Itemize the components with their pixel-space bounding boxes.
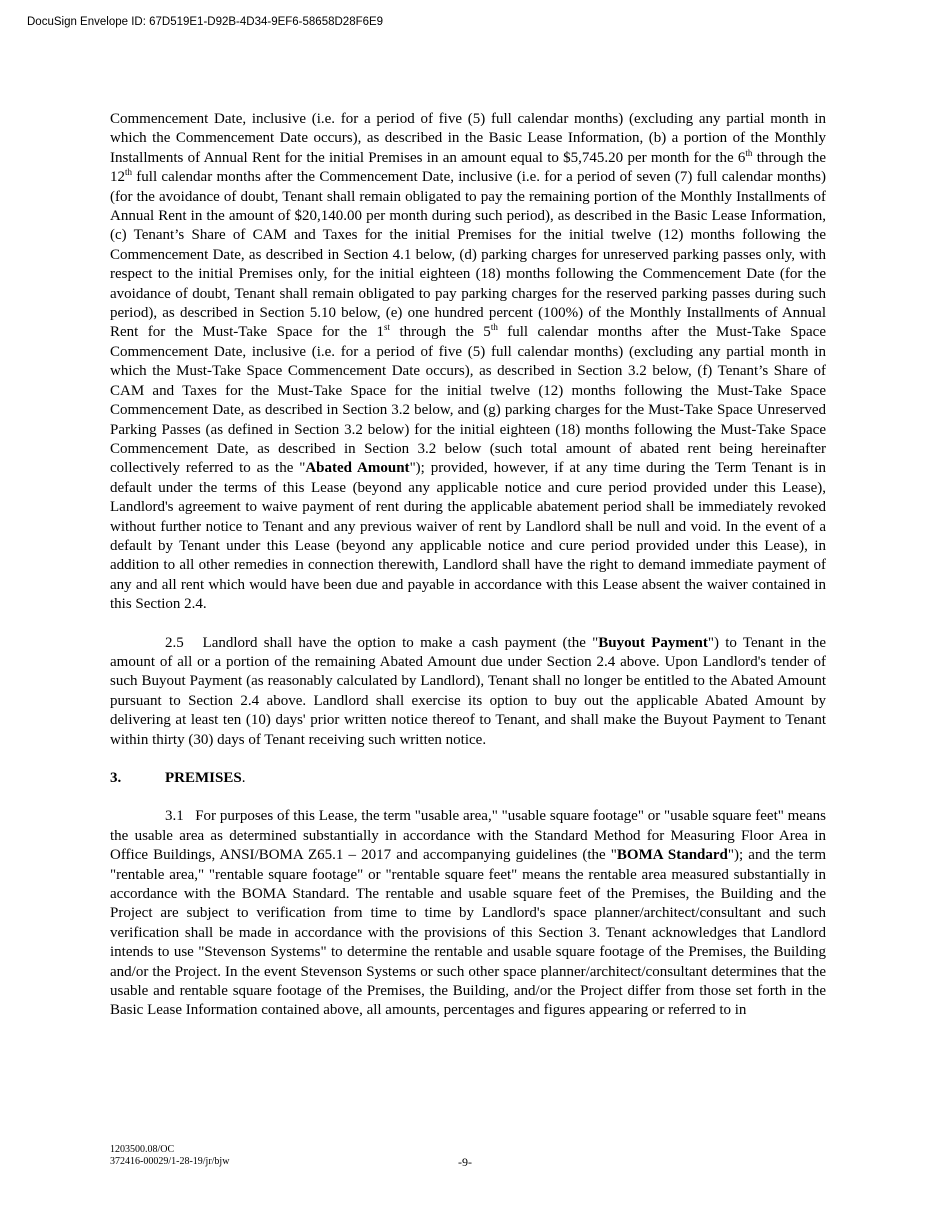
section-2-5: 2.5 Landlord shall have the option to make a cash payment (the "Buyout Payment") to Tenant in the amount of all or a portion of the remaining Abated Amount due under Section 2.4 above. Upon Landlord's tender of such Buyout Payment (as reasonably calculated by Landlord), Tenant shall no longer be entitled to the Abated Amount pursuant to Section 2.4 above. Landlord shall exercise its option to buy out the applicable Abated Amount by delivering at least ten (10) days' prior written notice thereof to Tenant, and shall make the Buyout Payment to Tenant within thirty (30) days of Tenant receiving such written notice. <box>110 634 827 748</box>
defined-term-buyout-payment: Buyout Payment <box>598 634 708 651</box>
document-body <box>110 110 826 1021</box>
footer-file-ref: 372416-00029/1-28-19/jr/bjw <box>110 1156 230 1167</box>
section-2-4-continuation: Commencement Date, inclusive (i.e. for a period of five (5) full calendar months) (excluding any partial month in which the Commencement Date occurs), as described in the Basic Lease Information, (b) a portion of the Monthly Installments of Annual Rent for the initial Premises in an amount equal to $5,745.20 per month for the 6th through the 12th full calendar months after the Commencement Date, inclusive (i.e. for a period of seven (7) full calendar months) (for the avoidance of doubt, Tenant shall remain obligated to pay the remaining portion of the Monthly Installments of Annual Rent in the amount of $20,140.00 per month during such period), as described in the Basic Lease Information, (c) Tenant’s Share of CAM and Taxes for the initial Premises for the initial twelve (12) months following the Commencement Date, as described in Section 4.1 below, (d) parking charges for unreserved parking passes only, with respect to the initial Premises only, for the initial eighteen (18) months following the Commencement Date (for the avoidance of doubt, Tenant shall remain obligated to pay parking charges for the reserved parking passes during such period), as described in Section 5.10 below, (e) one hundred percent (100%) of the Monthly Installments of Annual Rent for the Must-Take Space for the 1st through the 5th full calendar months after the Must-Take Space Commencement Date, inclusive (i.e. for a period of five (5) full calendar months) (excluding any partial month in which the Must-Take Space Commencement Date occurs), as described in Section 3.2 below, (f) Tenant’s Share of CAM and Taxes for the Must-Take Space for the initial twelve (12) months following the Must-Take Space Commencement Date, as described in Section 3.2 below, and (g) parking charges for the Must-Take Space Unreserved Parking Passes (as defined in Section 3.2 below) for the initial eighteen (18) months following the Must-Take Space Commencement Date, as described in Section 3.2 below (such total amount of abated rent being hereinafter collectively referred to as the "Abated Amount"); provided, however, if at any time during the Term Tenant is in default under the terms of this Lease (beyond any applicable notice and cure period provided under this Lease), Landlord's agreement to waive payment of rent during the applicable abatement period shall be immediately revoked without further notice to Tenant and any previous waiver of rent by Landlord shall be null and void. In the event of a default by Tenant under this Lease (beyond any applicable notice and cure period provided under this Lease), in addition to all other remedies in connection therewith, Landlord shall have the right to demand immediate payment of any and all rent which would have been due and payable in accordance with this Lease absent the waiver contained in this Section 2.4. <box>110 111 826 613</box>
page-number: -9- <box>458 1155 472 1169</box>
section-3-number: 3. <box>110 770 122 786</box>
section-3-title: PREMISES <box>165 770 242 786</box>
footer-document-reference <box>110 1144 229 1168</box>
docusign-envelope-id: DocuSign Envelope ID: 67D519E1-D92B-4D34-9EF6-58658D28F6E9 <box>27 16 384 28</box>
section-2-5-number: 2.5 <box>165 634 184 651</box>
section-3-heading: 3. PREMISES. <box>110 769 826 788</box>
defined-term-boma-standard: BOMA Standard <box>616 847 728 864</box>
defined-term-abated-amount: Abated Amount <box>305 460 410 477</box>
footer-doc-number: 1203500.08/OC <box>110 1144 175 1155</box>
section-3-1: 3.1 For purposes of this Lease, the term "usable area," "usable square footage" or "usable square feet" means the usable area as determined substantially in accordance with the Standard Method for Measuring Floor Area in Office Buildings, ANSI/BOMA Z65.1 – 2017 and accompanying guidelines (the "BOMA Standard"); and the term "rentable area," "rentable square footage" or "rentable square feet" means the rentable area measured substantially in accordance with the BOMA Standard. The rentable and usable square feet of the Premises, the Building and the Project are subject to verification from time to time by Landlord's space planner/architect/consultant and such verification shall be made in accordance with the provisions of this Section 3. Tenant acknowledges that Landlord intends to use "Stevenson Systems" to determine the rentable and usable square footage of the Premises, the Building and/or the Project. In the event Stevenson Systems or such other space planner/architect/consultant determines that the usable and rentable square footage of the Premises, the Building, and/or the Project differ from those set forth in the Basic Lease Information contained above, all amounts, percentages and figures appearing or referred to in <box>110 808 827 1019</box>
section-3-1-number: 3.1 <box>165 808 184 825</box>
